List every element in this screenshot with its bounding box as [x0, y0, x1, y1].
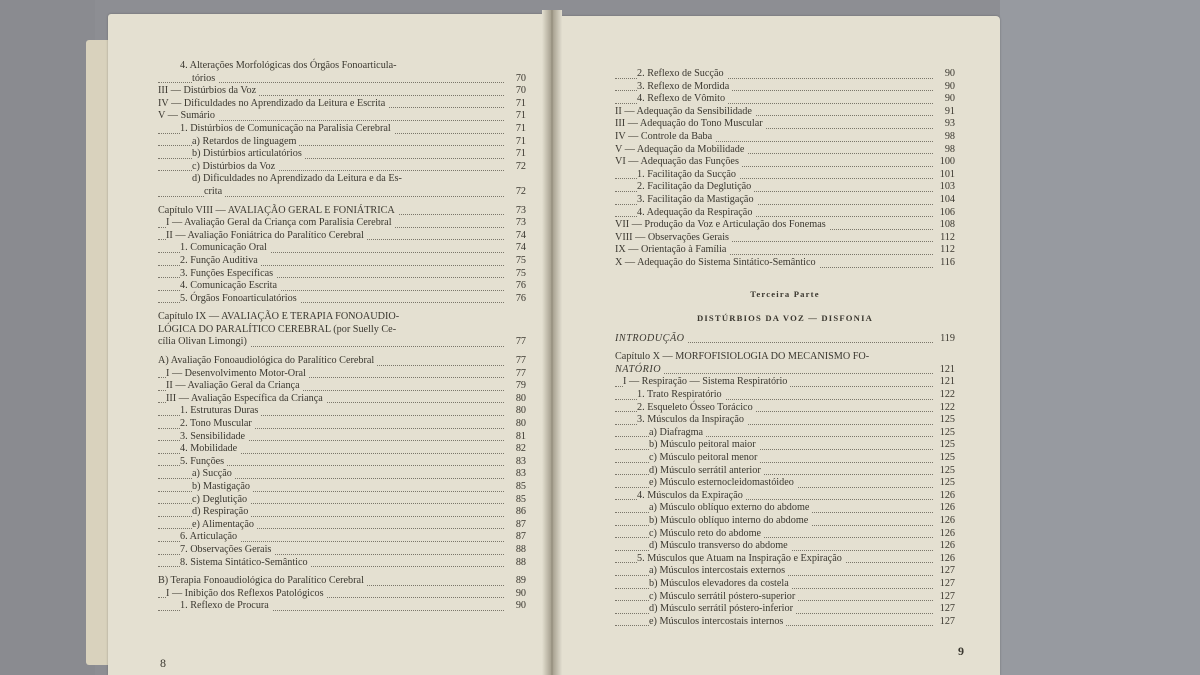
toc-entry-page: 88 — [513, 544, 526, 557]
toc-entry — [158, 405, 526, 418]
right-page — [553, 16, 1000, 675]
toc-entry-page: 90 — [942, 93, 955, 106]
toc-entry — [158, 123, 526, 136]
toc-entry-title: 3. Funções Específicas — [180, 268, 276, 279]
toc-entry-title: d) Respiração — [192, 506, 251, 517]
toc-entry-title: 2. Reflexo de Sucção — [637, 68, 727, 79]
toc-entry-title: 6. Articulação — [180, 531, 240, 542]
toc-entry-page: 75 — [513, 268, 526, 281]
toc-entry-title: NATÓRIO — [615, 364, 664, 375]
toc-entry-page: 71 — [513, 98, 526, 111]
toc-entry-page: 71 — [513, 110, 526, 123]
toc-entry — [158, 280, 526, 293]
toc-entry — [158, 355, 526, 368]
toc-entry-page: 77 — [513, 368, 526, 381]
toc-entry-page: 71 — [513, 123, 526, 136]
toc-entry-title: 7. Observações Gerais — [180, 544, 274, 555]
toc-entry — [615, 244, 955, 257]
toc-entry — [158, 85, 526, 98]
toc-entry-title: 2. Função Auditiva — [180, 255, 261, 266]
toc-entry-page: 90 — [942, 68, 955, 81]
toc-entry — [615, 131, 955, 144]
toc-entry — [158, 98, 526, 111]
toc-entry — [158, 217, 526, 230]
toc-entry-title: Capítulo VIII — AVALIAÇÃO GERAL E FONIÁTRICA — [158, 205, 398, 216]
toc-entry — [615, 616, 955, 629]
toc-entry-title: a) Retardos de linguagem — [192, 136, 299, 147]
toc-entry-page: 83 — [513, 456, 526, 469]
toc-entry-title: 3. Facilitação da Mastigação — [637, 194, 757, 205]
toc-entry-page: 126 — [937, 553, 955, 566]
toc-entry-page: 87 — [513, 531, 526, 544]
toc-entry-title: 5. Órgãos Fonoarticulatórios — [180, 293, 300, 304]
toc-entry-title: 4. Alterações Morfológicas dos Órgãos Fonoarticula- — [180, 60, 400, 71]
toc-entry-page: 90 — [513, 588, 526, 601]
toc-entry — [158, 173, 526, 186]
toc-entry — [158, 380, 526, 393]
toc-entry — [615, 490, 955, 503]
toc-entry-title: b) Mastigação — [192, 481, 253, 492]
toc-entry-title: e) Músculo esternocleidomastóideo — [649, 477, 797, 488]
toc-entry-page: 83 — [513, 468, 526, 481]
toc-entry-page: 88 — [513, 557, 526, 570]
toc-entry-title: II — Avaliação Foniátrica do Paralítico Cerebral — [166, 230, 367, 241]
toc-entry-title: 2. Esqueleto Ósseo Torácico — [637, 402, 756, 413]
toc-entry — [158, 544, 526, 557]
toc-entry — [158, 311, 526, 324]
toc-entry-title: A) Avaliação Fonoaudiológica do Paralítico Cerebral — [158, 355, 377, 366]
toc-entry-title: IX — Orientação à Família — [615, 244, 729, 255]
toc-entry — [615, 515, 955, 528]
toc-entry-page: 127 — [937, 565, 955, 578]
toc-entry-page: 70 — [513, 85, 526, 98]
toc-entry-title: I — Avaliação Geral da Criança com Paralisia Cerebral — [166, 217, 395, 228]
toc-entry — [158, 186, 526, 199]
toc-entry-page: 72 — [513, 186, 526, 199]
toc-entry-title: b) Músculo peitoral maior — [649, 439, 759, 450]
toc-entry — [158, 393, 526, 406]
toc-entry-title: 3. Músculos da Inspiração — [637, 414, 747, 425]
toc-entry-page: 125 — [937, 439, 955, 452]
toc-entry-title: I — Respiração — Sistema Respiratório — [623, 376, 790, 387]
toc-entry — [158, 368, 526, 381]
toc-entry-page: 71 — [513, 148, 526, 161]
toc-entry — [615, 118, 955, 131]
toc-entry-page: 126 — [937, 515, 955, 528]
toc-entry-page: 121 — [937, 364, 955, 377]
toc-entry-page: 101 — [937, 169, 955, 182]
toc-entry — [615, 427, 955, 440]
toc-entry — [158, 136, 526, 149]
toc-entry-page: 71 — [513, 136, 526, 149]
toc-entry-title: b) Distúrbios articulatórios — [192, 148, 305, 159]
toc-entry-title: VII — Produção da Voz e Articulação dos Fonemas — [615, 219, 829, 230]
toc-entry — [158, 506, 526, 519]
toc-entry — [158, 481, 526, 494]
toc-entry-title: V — Adequação da Mobilidade — [615, 144, 747, 155]
toc-entry — [158, 456, 526, 469]
toc-entry-page: 76 — [513, 280, 526, 293]
toc-entry-title: II — Adequação da Sensibilidade — [615, 106, 755, 117]
toc-entry-title: 3. Sensibilidade — [180, 431, 248, 442]
toc-entry — [615, 219, 955, 232]
toc-entry-page: 121 — [937, 376, 955, 389]
toc-entry-page: 80 — [513, 405, 526, 418]
toc-entry — [615, 106, 955, 119]
toc-entry-title: tórios — [192, 73, 218, 84]
toc-entry-title: III — Distúrbios da Voz — [158, 85, 259, 96]
toc-entry-title: III — Avaliação Específica da Criança — [166, 393, 326, 404]
toc-entry — [615, 502, 955, 515]
toc-entry-title: c) Músculo reto do abdome — [649, 528, 764, 539]
toc-entry-title: 8. Sistema Sintático-Semântico — [180, 557, 311, 568]
toc-entry — [158, 110, 526, 123]
right-toc-list-2 — [615, 333, 955, 629]
toc-entry-page: 73 — [513, 217, 526, 230]
toc-entry-page: 125 — [937, 414, 955, 427]
toc-entry — [615, 578, 955, 591]
toc-entry-title: a) Diafragma — [649, 427, 706, 438]
toc-entry-title: e) Músculos intercostais internos — [649, 616, 786, 627]
toc-entry — [158, 324, 526, 337]
toc-entry-title: LÓGICA DO PARALÍTICO CEREBRAL (por Suelly Ce- — [158, 324, 399, 335]
toc-entry-page: 85 — [513, 481, 526, 494]
toc-entry — [158, 255, 526, 268]
toc-entry-title: d) Dificuldades no Aprendizado da Leitura e da Es- — [192, 173, 405, 184]
background-right — [1000, 0, 1200, 675]
toc-entry-title: VIII — Observações Gerais — [615, 232, 732, 243]
toc-entry-title: 5. Músculos que Atuam na Inspiração e Expiração — [637, 553, 845, 564]
toc-entry-title: 3. Reflexo de Mordida — [637, 81, 732, 92]
toc-entry — [615, 565, 955, 578]
toc-entry — [158, 418, 526, 431]
toc-entry — [615, 591, 955, 604]
toc-entry-title: 1. Reflexo de Procura — [180, 600, 272, 611]
toc-entry-page: 90 — [942, 81, 955, 94]
toc-entry-title: c) Deglutição — [192, 494, 250, 505]
toc-entry-title: III — Adequação do Tono Muscular — [615, 118, 766, 129]
toc-entry-page: 77 — [513, 336, 526, 349]
toc-entry-title: 2. Tono Muscular — [180, 418, 255, 429]
toc-entry — [615, 156, 955, 169]
section-title: DISTÚRBIOS DA VOZ — DISFONIA — [696, 313, 874, 324]
toc-entry-page: 126 — [937, 540, 955, 553]
toc-entry-page: 80 — [513, 418, 526, 431]
toc-entry-title: V — Sumário — [158, 110, 218, 121]
toc-entry-title: a) Músculo oblíquo externo do abdome — [649, 502, 812, 513]
toc-entry — [158, 230, 526, 243]
background-left — [0, 0, 95, 675]
toc-entry-title: 1. Trato Respiratório — [637, 389, 725, 400]
toc-entry — [158, 557, 526, 570]
toc-entry — [615, 351, 955, 364]
toc-entry-title: 1. Distúrbios de Comunicação na Paralisia Cerebral — [180, 123, 394, 134]
toc-entry-page: 103 — [937, 181, 955, 194]
toc-entry-title: c) Músculo peitoral menor — [649, 452, 760, 463]
toc-entry — [158, 293, 526, 306]
toc-entry-page: 74 — [513, 242, 526, 255]
toc-entry-page: 98 — [942, 131, 955, 144]
toc-entry — [615, 194, 955, 207]
toc-entry-page: 112 — [937, 232, 955, 245]
toc-entry-page: 125 — [937, 477, 955, 490]
toc-entry-title: VI — Adequação das Funções — [615, 156, 742, 167]
toc-entry — [158, 468, 526, 481]
toc-entry-title: 4. Reflexo de Vômito — [637, 93, 728, 104]
toc-entry-title: b) Músculos elevadores da costela — [649, 578, 792, 589]
toc-entry-title: d) Músculo serrátil póstero-inferior — [649, 603, 796, 614]
toc-entry — [158, 600, 526, 613]
toc-entry-page: 90 — [513, 600, 526, 613]
toc-entry-page: 125 — [937, 452, 955, 465]
toc-entry-title: I — Inibição dos Reflexos Patológicos — [166, 588, 327, 599]
toc-entry-page: 104 — [937, 194, 955, 207]
page-number-left: 8 — [160, 656, 166, 670]
right-toc — [615, 68, 955, 628]
toc-entry — [615, 452, 955, 465]
toc-entry-page: 106 — [937, 207, 955, 220]
toc-entry-title: IV — Controle da Baba — [615, 131, 715, 142]
toc-entry-page: 76 — [513, 293, 526, 306]
toc-entry-page: 108 — [937, 219, 955, 232]
toc-entry — [615, 181, 955, 194]
toc-entry-page: 72 — [513, 161, 526, 174]
toc-entry — [615, 81, 955, 94]
toc-entry — [615, 93, 955, 106]
toc-entry-title: a) Músculos intercostais externos — [649, 565, 788, 576]
toc-entry — [158, 161, 526, 174]
toc-entry — [158, 60, 526, 73]
toc-entry-title: d) Músculo transverso do abdome — [649, 540, 791, 551]
toc-entry — [615, 389, 955, 402]
toc-entry-page: 89 — [513, 575, 526, 588]
toc-entry-title: IV — Dificuldades no Aprendizado da Leitura e Escrita — [158, 98, 388, 109]
toc-entry — [615, 402, 955, 415]
toc-entry — [158, 494, 526, 507]
toc-entry — [615, 477, 955, 490]
toc-entry-title: 4. Adequação da Respiração — [637, 207, 755, 218]
toc-entry-page: 127 — [937, 578, 955, 591]
toc-entry — [158, 431, 526, 444]
toc-entry-page: 74 — [513, 230, 526, 243]
toc-entry-page: 127 — [937, 616, 955, 629]
toc-entry — [158, 443, 526, 456]
toc-entry-title: cília Olivan Limongi) — [158, 336, 250, 347]
toc-entry-title: 1. Comunicação Oral — [180, 242, 270, 253]
toc-entry — [615, 414, 955, 427]
toc-entry — [158, 588, 526, 601]
toc-entry-title: X — Adequação do Sistema Sintático-Semântico — [615, 257, 819, 268]
toc-entry-page: 79 — [513, 380, 526, 393]
toc-entry-page: 127 — [937, 591, 955, 604]
toc-entry-page: 127 — [937, 603, 955, 616]
toc-entry — [158, 268, 526, 281]
toc-entry — [158, 73, 526, 86]
toc-entry-title: Capítulo X — MORFOFISIOLOGIA DO MECANISMO FO- — [615, 351, 872, 362]
toc-entry-page: 80 — [513, 393, 526, 406]
toc-entry-title: B) Terapia Fonoaudiológica do Paralítico Cerebral — [158, 575, 367, 586]
toc-entry-title: 2. Facilitação da Deglutição — [637, 181, 754, 192]
left-page — [108, 14, 548, 675]
toc-entry — [615, 207, 955, 220]
toc-entry-title: I — Desenvolvimento Motor-Oral — [166, 368, 309, 379]
toc-entry-title: 5. Funções — [180, 456, 227, 467]
toc-entry — [615, 439, 955, 452]
toc-entry-page: 81 — [513, 431, 526, 444]
toc-entry-title: Capítulo IX — AVALIAÇÃO E TERAPIA FONOAUDIO- — [158, 311, 402, 322]
toc-entry-page: 122 — [937, 389, 955, 402]
toc-entry-title: 1. Estruturas Duras — [180, 405, 261, 416]
toc-entry — [615, 68, 955, 81]
toc-entry — [615, 603, 955, 616]
toc-entry-page: 125 — [937, 427, 955, 440]
toc-entry-page: 125 — [937, 465, 955, 478]
toc-entry-page: 70 — [513, 73, 526, 86]
toc-entry-page: 85 — [513, 494, 526, 507]
toc-entry — [158, 148, 526, 161]
toc-entry-page: 126 — [937, 502, 955, 515]
toc-entry-page: 126 — [937, 528, 955, 541]
right-toc-list-1 — [615, 68, 955, 270]
toc-entry-title: crita — [204, 186, 225, 197]
toc-entry-page: 87 — [513, 519, 526, 532]
toc-entry-page: 91 — [942, 106, 955, 119]
page-number-right: 9 — [958, 644, 964, 658]
toc-entry — [158, 336, 526, 349]
toc-entry-page: 98 — [942, 144, 955, 157]
toc-entry — [615, 257, 955, 270]
toc-entry — [158, 575, 526, 588]
toc-entry — [615, 364, 955, 377]
section-title-row — [615, 312, 955, 325]
toc-entry — [615, 232, 955, 245]
toc-entry-title: 4. Músculos da Expiração — [637, 490, 746, 501]
toc-entry-page: 112 — [937, 244, 955, 257]
toc-entry-title: INTRODUÇÃO — [615, 333, 688, 344]
toc-entry-title: e) Alimentação — [192, 519, 257, 530]
book-gutter — [542, 10, 562, 675]
toc-entry — [158, 205, 526, 218]
toc-entry-page: 126 — [937, 490, 955, 503]
part-title: Terceira Parte — [750, 288, 820, 299]
toc-entry — [158, 519, 526, 532]
toc-entry-title: d) Músculo serrátil anterior — [649, 465, 764, 476]
toc-entry-title: a) Sucção — [192, 468, 235, 479]
toc-entry-title: c) Distúrbios da Voz — [192, 161, 278, 172]
toc-entry — [615, 465, 955, 478]
toc-entry-page: 77 — [513, 355, 526, 368]
toc-entry-page: 86 — [513, 506, 526, 519]
toc-entry — [615, 376, 955, 389]
toc-entry-page: 75 — [513, 255, 526, 268]
toc-entry — [615, 553, 955, 566]
toc-entry — [615, 333, 955, 346]
toc-entry — [615, 169, 955, 182]
toc-entry-title: 1. Facilitação da Sucção — [637, 169, 739, 180]
toc-entry-title: b) Músculo oblíquo interno do abdome — [649, 515, 811, 526]
toc-entry-page: 73 — [513, 205, 526, 218]
toc-entry-page: 100 — [937, 156, 955, 169]
part-title-row — [615, 288, 955, 301]
toc-entry-title: II — Avaliação Geral da Criança — [166, 380, 303, 391]
toc-entry-title: 4. Mobilidade — [180, 443, 240, 454]
toc-entry — [158, 242, 526, 255]
toc-entry-page: 119 — [937, 333, 955, 346]
toc-entry-page: 116 — [937, 257, 955, 270]
toc-entry-title: 4. Comunicação Escrita — [180, 280, 280, 291]
toc-entry — [615, 540, 955, 553]
toc-entry — [158, 531, 526, 544]
toc-entry — [615, 144, 955, 157]
left-toc — [158, 60, 526, 613]
toc-entry-page: 93 — [942, 118, 955, 131]
toc-entry-page: 122 — [937, 402, 955, 415]
toc-entry-title: c) Músculo serrátil póstero-superior — [649, 591, 798, 602]
toc-entry — [615, 528, 955, 541]
toc-entry-page: 82 — [513, 443, 526, 456]
